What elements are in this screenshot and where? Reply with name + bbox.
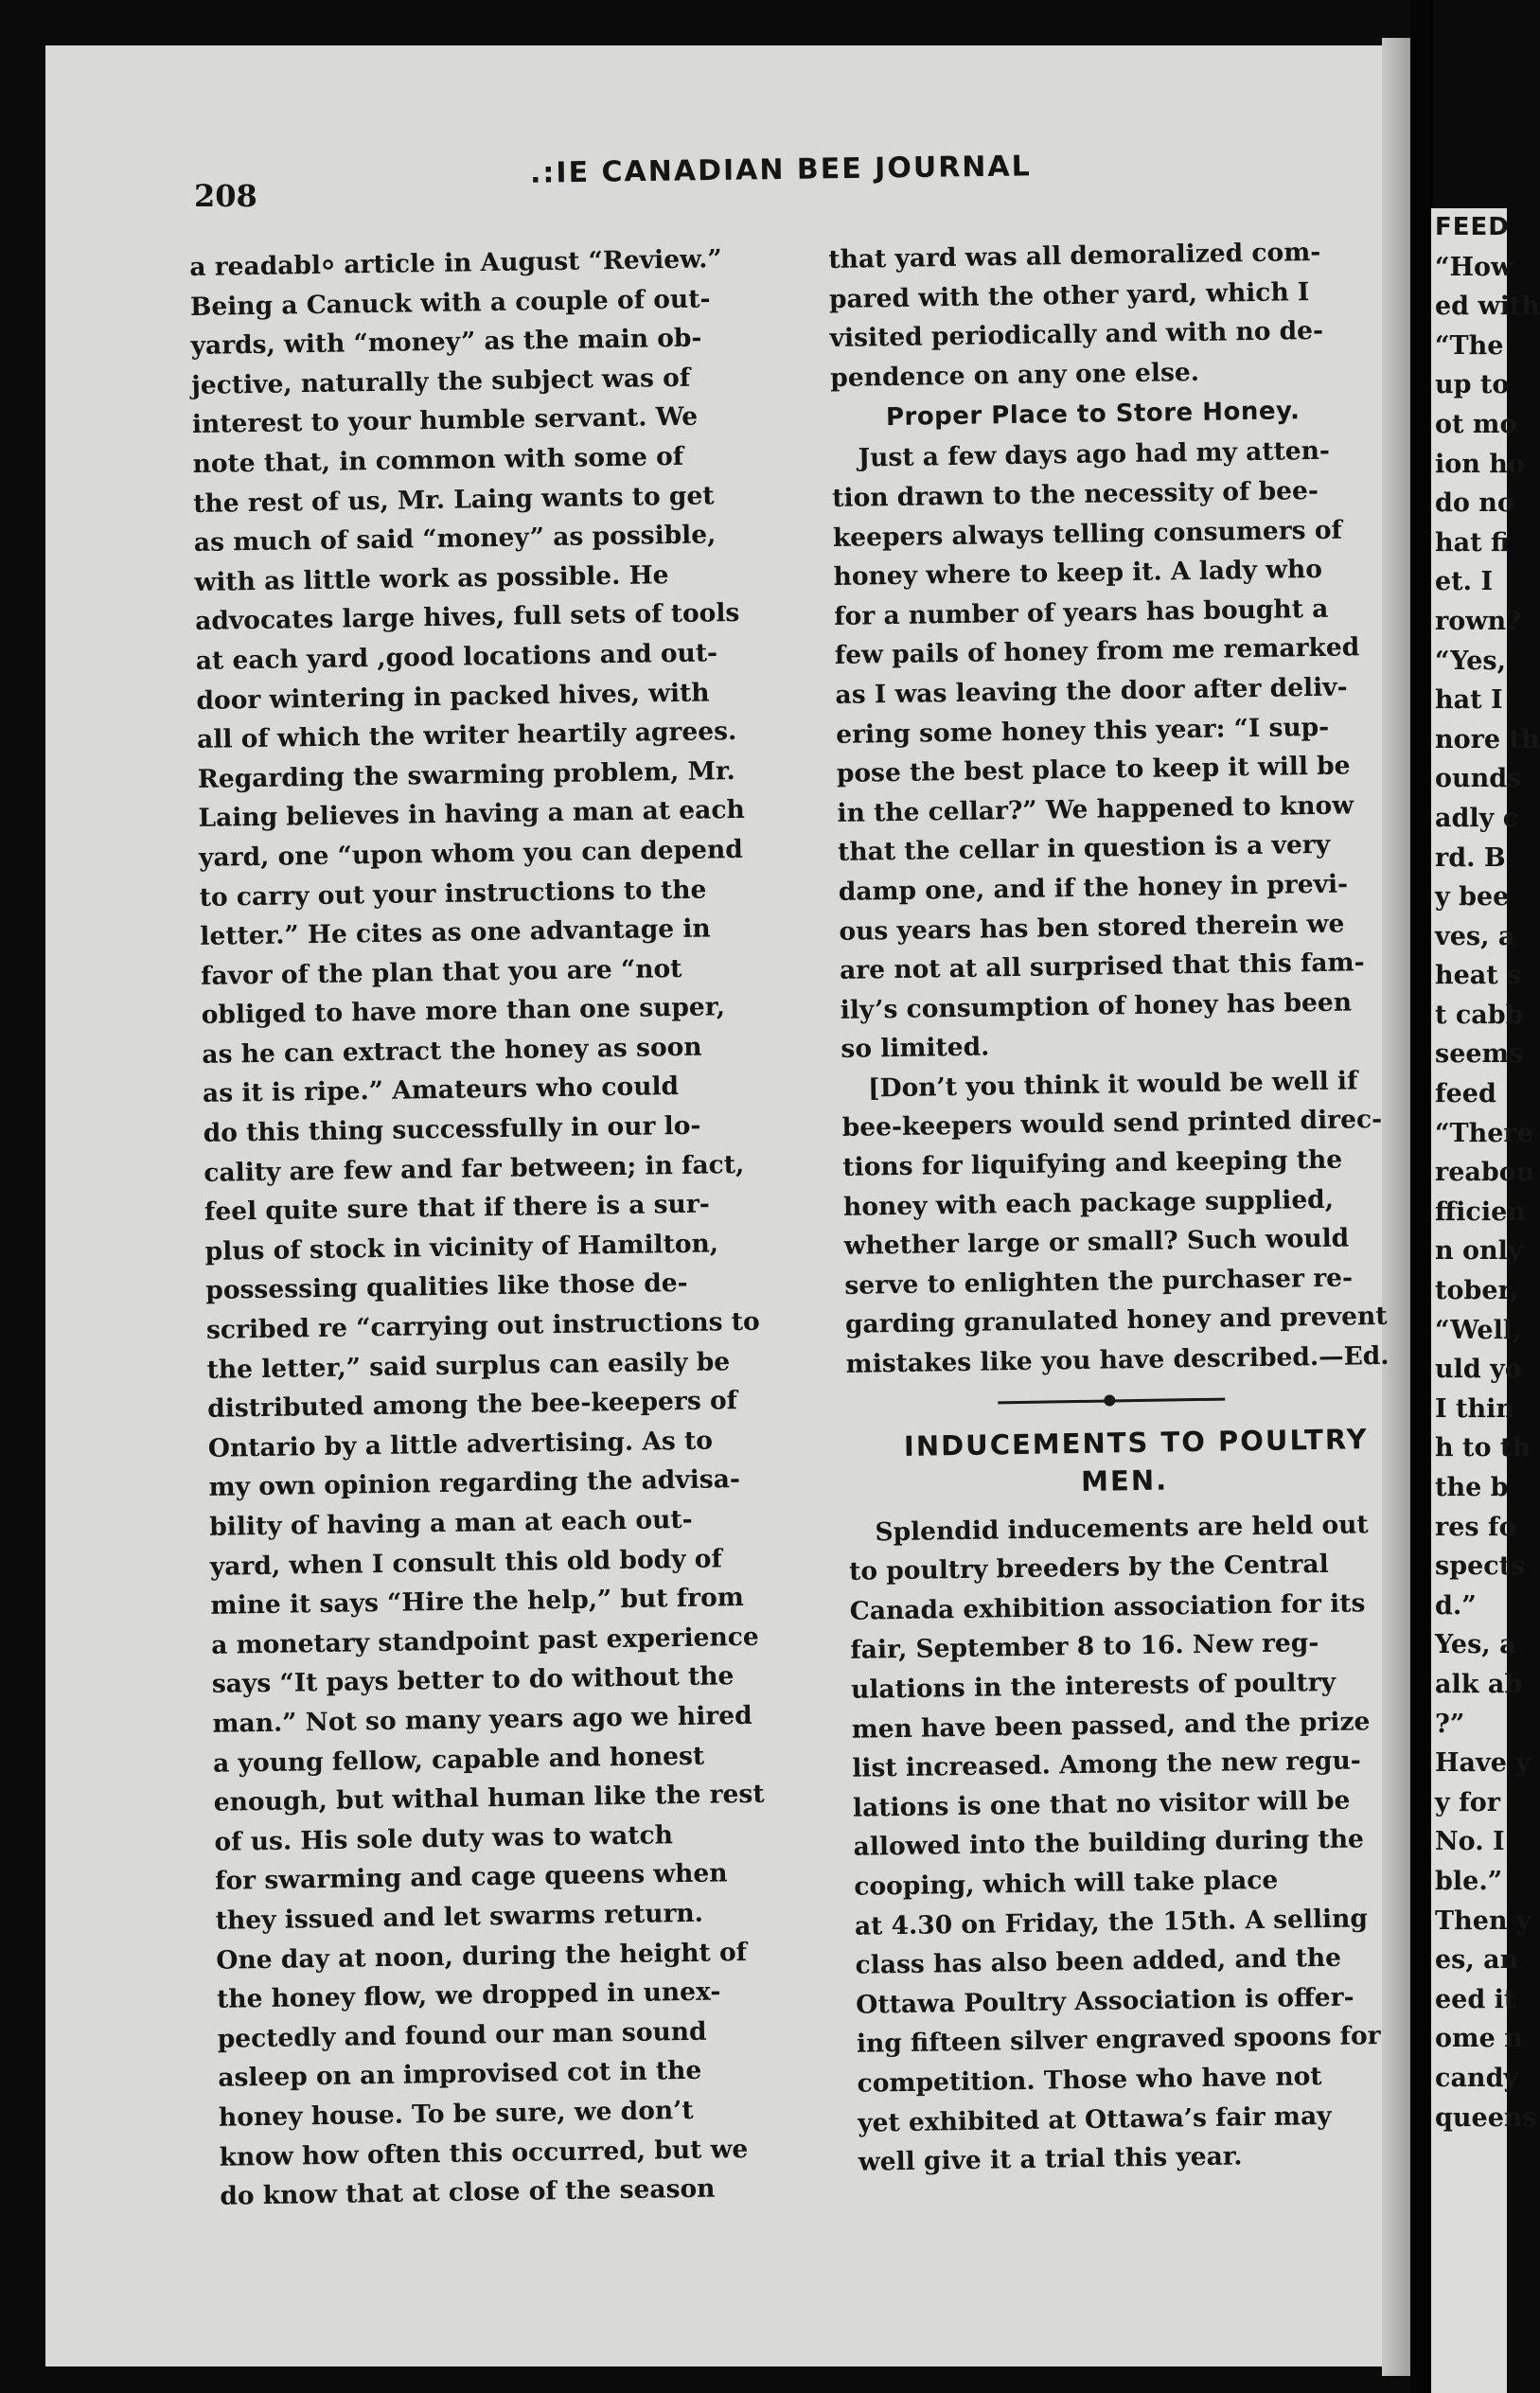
text-line: as it is ripe.” Amateurs who could [202,1072,680,1109]
text-line: do know that at close of the season [220,2173,716,2211]
text-line: know how often this occurred, but we [219,2134,749,2172]
adjacent-page-text: feed [1435,1079,1496,1109]
text-line: Being a Canuck with a couple of out- [189,283,711,322]
adjacent-page-text: eed it [1435,1984,1516,2014]
adjacent-page-text: nore th [1435,724,1540,754]
adjacent-page-text: spects [1435,1551,1526,1582]
text-line: yet exhibited at Ottawa’s fair may [857,2101,1332,2138]
text-line: fair, September 8 to 16. New reg- [850,1628,1319,1666]
text-line: interest to your humble servant. We [191,401,699,440]
article-heading-line1: INDUCEMENTS TO POULTRY [903,1422,1369,1462]
text-line: a readabl⸰ article in August “Review.” [189,244,722,282]
adjacent-page-text: Have y [1435,1748,1531,1779]
text-line: at 4.30 on Friday, the 15th. A selling [854,1903,1369,1941]
text-line: advocates large hives, full sets of tools [194,598,740,637]
text-line: Laing believes in having a man at each [198,795,745,834]
adjacent-page-text: seems [1435,1039,1524,1070]
adjacent-page-text: ounds [1435,764,1522,794]
text-line: the honey flow, we dropped in unex- [216,1976,721,2014]
text-line: allowed into the building during the [853,1824,1365,1863]
text-line: mine it says “Hire the help,” but from [210,1583,745,1622]
adjacent-page-text: res fo [1435,1512,1516,1542]
right-column [828,231,1450,2182]
adjacent-page-text: uld yo [1435,1355,1522,1385]
text-line: that yard was all demoralized com- [828,237,1321,275]
text-line: Just a few days ago had my atten- [858,436,1331,473]
adjacent-page-text: Yes, a [1435,1630,1516,1660]
running-head: .:IE CANADIAN BEE JOURNAL [529,150,1032,190]
text-line: possessing qualities like those de- [205,1268,688,1306]
text-line: favor of the plan that you are “not [200,953,682,991]
adjacent-page-text: es, an [1435,1945,1519,1976]
adjacent-page-text: “The [1435,330,1504,361]
adjacent-page-text: n only [1435,1236,1523,1267]
adjacent-page-text: tober, [1435,1276,1519,1306]
adjacent-page-text: fficien [1435,1196,1526,1227]
adjacent-page-text: ome n [1435,2024,1523,2054]
adjacent-page-text: rd. B [1435,842,1506,873]
section-divider [846,1375,1439,1428]
text-line: garding granulated honey and prevent [844,1302,1388,1340]
adjacent-page-text: rown? [1435,606,1521,636]
text-line: obliged to have more than one super, [201,992,726,1031]
text-line: do this thing successfully in our lo- [203,1110,701,1148]
text-line: ing fifteen silver engraved spoons for [856,2021,1381,2060]
text-line: door wintering in packed hives, with [196,677,710,716]
text-line: ous years has ben stored therein we [839,909,1345,947]
text-line: Ottawa Poultry Association is offer- [856,1982,1354,2020]
text-line: pectedly and found our man sound [217,2016,707,2054]
text-line: honey with each package supplied, [842,1184,1335,1222]
adjacent-page-text: heat s [1435,961,1522,991]
text-line: the letter,” said surplus can easily be [206,1346,731,1385]
text-line: visited periodically and with no de- [829,315,1324,354]
text-line: man.” Not so many years ago we hired [212,1700,752,1739]
text-line: as much of said “money” as possible, [193,520,717,558]
text-line: feel quite sure that if there is a sur- [204,1189,711,1228]
text-line: of us. His sole duty was to watch [214,1819,674,1857]
text-line: tion drawn to the necessity of bee- [832,475,1319,513]
text-line: serve to enlighten the purchaser re- [844,1263,1354,1301]
right-paragraph-4 [848,1504,1450,2183]
text-line: honey house. To be sure, we don’t [218,2095,694,2133]
text-line: competition. Those who have not [857,2061,1322,2099]
text-line: keepers always telling consumers of [832,515,1343,553]
text-line: my own opinion regarding the advisa- [208,1464,741,1503]
text-line: to poultry breeders by the Central [848,1550,1329,1587]
adjacent-page-text: up to [1435,370,1510,400]
adjacent-page-text: ot mo [1435,409,1517,439]
text-line: class has also been added, and the [855,1942,1342,1980]
text-line: to carry out your instructions to the [199,875,707,913]
text-line: bee-keepers would send printed direc- [841,1105,1383,1143]
text-line: honey where to keep it. A lady who [833,555,1323,593]
text-line: Splendid inducements are held out [875,1509,1369,1548]
text-line: that the cellar in question is a very [837,830,1331,868]
adjacent-page-text: the b [1435,1473,1509,1502]
adjacent-page-text: hat I [1435,685,1503,716]
text-line: note that, in common with some of [192,441,684,479]
text-line: letter.” He cites as one advantage in [200,913,711,952]
divider-ornament [1104,1394,1115,1406]
adjacent-page-text: queens [1435,2102,1537,2133]
text-line: all of which the writer heartily agrees. [196,717,737,755]
editor-note-paragraph [841,1060,1438,1385]
adjacent-page-text: do no [1435,488,1514,519]
adjacent-page-text: ves, a [1435,921,1515,951]
text-line: cality are few and far between; in fact, [204,1149,745,1188]
left-column [189,238,864,2216]
text-line: the rest of us, Mr. Laing wants to get [192,480,715,519]
text-line: for swarming and cage queens when [214,1858,728,1897]
adjacent-page-text: t cabb [1435,1000,1524,1030]
text-line: as I was leaving the door after deliv- [835,672,1348,710]
text-line: pendence on any one else. [830,357,1200,393]
text-line: lations is one that no visitor will be [852,1785,1351,1823]
text-line: in the cellar?” We happened to know [837,790,1354,828]
adjacent-page-text: hat fi [1435,527,1510,558]
text-line: asleep on an improvised cot in the [218,2056,702,2094]
text-line: yards, with “money” as the main ob- [190,323,702,362]
text-line: cooping, which will take place [854,1865,1279,1902]
text-line: for a number of years has bought a [833,594,1329,631]
right-paragraph-2 [831,431,1432,1070]
text-line: One day at noon, during the height of [216,1937,748,1976]
text-line: whether large or small? Such would [843,1223,1350,1262]
adjacent-page-text: No. I [1435,1827,1505,1857]
adjacent-page-text: y bee [1435,882,1510,913]
adjacent-page-text: ble.” [1435,1866,1503,1896]
text-line: distributed among the bee-keepers of [207,1386,738,1425]
text-line: [Don’t you think it would be well if [867,1066,1358,1104]
text-line: mistakes like you have described.—Ed. [845,1340,1390,1379]
adjacent-page-text: “Yes, [1435,646,1506,676]
text-line: a young fellow, capable and honest [212,1741,705,1779]
text-line: bility of having a man at each out- [208,1504,693,1542]
text-line: a monetary standpoint past experience [210,1622,760,1660]
text-line: list increased. Among the new regu- [852,1746,1361,1783]
text-line: ulations in the interests of poultry [850,1667,1336,1705]
article-heading-line2: MEN. [1080,1463,1169,1498]
adjacent-page-text: “Well, [1435,1315,1522,1345]
text-line: few pails of honey from me remarked [834,632,1360,671]
text-line: plus of stock in vicinity of Hamilton, [204,1229,719,1267]
text-line: yard, one “upon whom you can depend [198,834,744,873]
adjacent-page-text: et. I [1435,567,1494,597]
text-line: scribed re “carrying out instructions to [205,1306,760,1345]
adjacent-page-text: ion ho [1435,449,1525,479]
text-line: Canada exhibition association for its [849,1588,1366,1626]
text-line: ily’s consumption of honey has been [840,987,1353,1025]
adjacent-page-text: I thin [1435,1393,1515,1424]
adjacent-page-text: “There [1435,1118,1533,1148]
text-line: jective, naturally the subject was of [191,363,691,400]
text-line: as he can extract the honey as soon [202,1032,702,1070]
adjacent-page-text: h to th [1435,1433,1531,1463]
adjacent-page-text: adly c [1435,803,1519,833]
adjacent-page-text: ?” [1435,1709,1465,1739]
text-line: tions for liquifying and keeping the [842,1144,1343,1182]
adjacent-page-text: y for [1435,1787,1500,1817]
adjacent-page-text: “How [1435,252,1513,282]
adjacent-page-text: FEED [1435,213,1510,241]
text-line: damp one, and if the honey in previ- [838,869,1349,907]
text-line: enough, but withal human like the rest [213,1779,765,1817]
text-line: well give it a trial this year. [858,2141,1243,2177]
text-line: Ontario by a little advertising. As to [207,1426,714,1463]
right-paragraph-1 [828,231,1423,398]
text-line: pared with the other yard, which I [828,276,1310,314]
text-line: are not at all surprised that this fam- [839,948,1365,985]
adjacent-page-text: Then y [1435,1906,1531,1936]
adjacent-page-text: alk ab [1435,1669,1523,1699]
text-line: ering some honey this year: “I sup- [835,712,1330,750]
adjacent-page-text: d.” [1435,1590,1477,1621]
page-number: 208 [194,178,257,214]
text-line: yard, when I consult this old body of [209,1543,723,1582]
text-line: at each yard ,good locations and out- [195,638,718,676]
text-line: Regarding the swarming problem, Mr. [197,755,735,794]
text-line: so limited. [841,1032,990,1065]
adjacent-page-text: ed with [1435,292,1540,322]
text-line: they issued and let swarms return. [215,1898,704,1936]
text-line: with as little work as possible. He [194,559,669,597]
text-line: says “It pays better to do without the [211,1661,735,1700]
section-subhead: Proper Place to Store Honey. [885,397,1301,433]
text-line: men have been passed, and the prize [851,1706,1371,1745]
adjacent-page-text: candy [1435,2063,1519,2093]
adjacent-page-text: reabou [1435,1158,1535,1188]
text-line: pose the best place to keep it will be [836,751,1351,789]
